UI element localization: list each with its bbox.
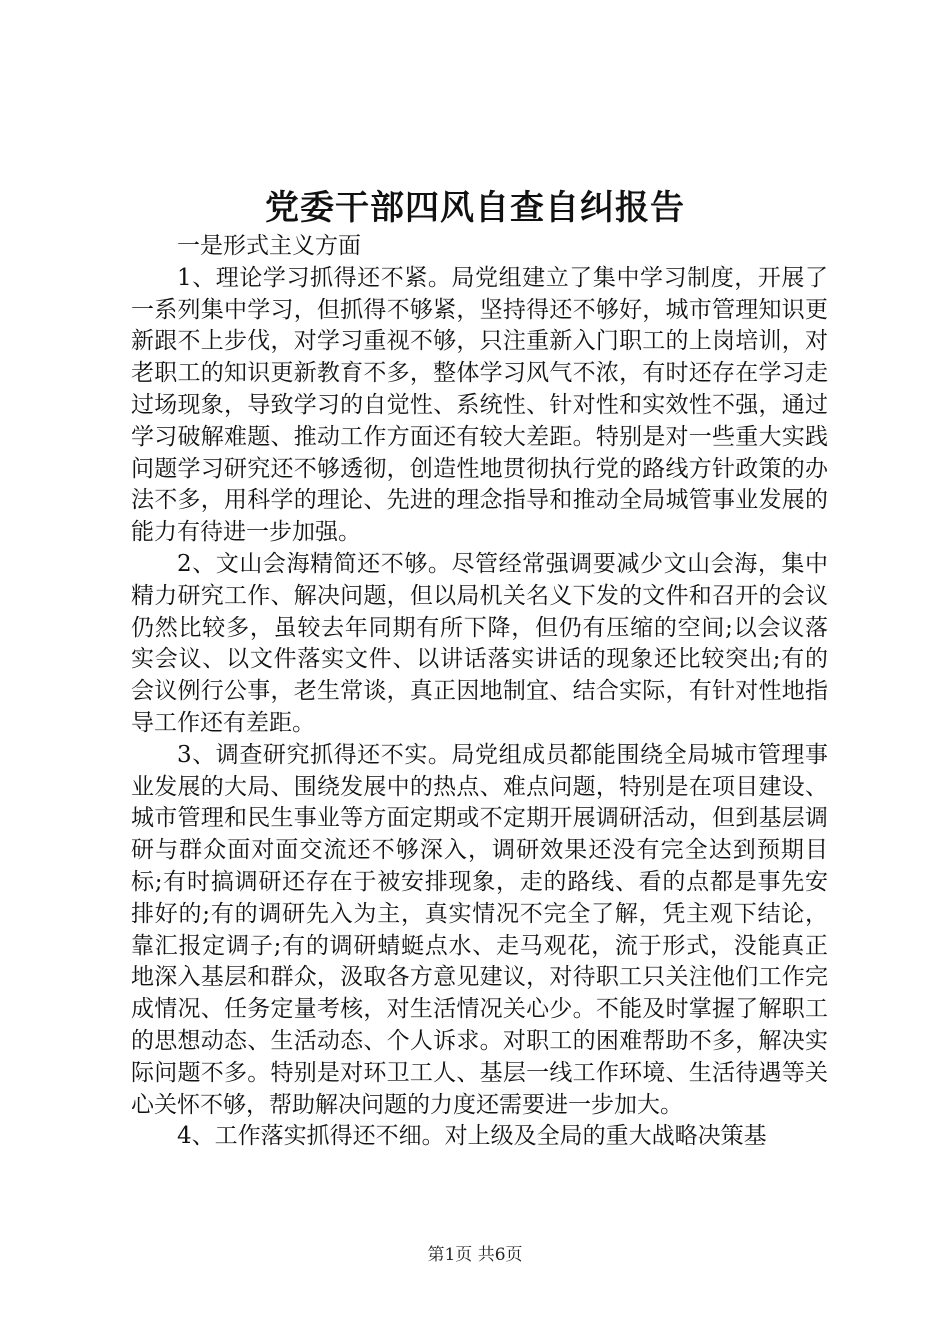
paragraph-work-implementation: 4、工作落实抓得还不细。对上级及全局的重大战略决策基 — [177, 1123, 767, 1150]
paragraph-theory-study: 1、理论学习抓得还不紧。局党组建立了集中学习制度，开展了一系列集中学习，但抓得不够紧，坚持得还不够好，城市管理知识更新跟不上步伐，对学习重视不够，只注重新入门职工的上岗培训，对老职工的知识更新教育不多，整体学习风气不浓，有时还存在学习走过场现象，导致学习的自觉性、系统性、针对性和实效性不强，通过学习破解难题、推动工作方面还有较大差距。特别是对一些重大实践问题学习研究还不够透彻，创造性地贯彻执行党的路线方针政策的办法不多，用科学的理论、先进的理念指导和推动全局城管事业发展的能力有待进一步加强。 — [131, 264, 828, 546]
paragraph-investigation-research: 3、调查研究抓得还不实。局党组成员都能围绕全局城市管理事业发展的大局、围绕发展中的热点、难点问题，特别是在项目建设、城市管理和民生事业等方面定期或不定期开展调研活动，但到基层调研与群众面对面交流还不够深入，调研效果还没有完全达到预期目标;有时搞调研还存在于被安排现象，走的路线、看的点都是事先安排好的;有的调研先入为主，真实情况不完全了解，凭主观下结论，靠汇报定调子;有的调研蜻蜓点水、走马观花，流于形式，没能真正地深入基层和群众，汲取各方意见建议，对待职工只关注他们工作完成情况、任务定量考核，对生活情况关心少。不能及时掌握了解职工的思想动态、生活动态、个人诉求。对职工的困难帮助不多，解决实际问题不多。特别是对环卫工人、基层一线工作环境、生活待遇等关心关怀不够，帮助解决问题的力度还需要进一步加大。 — [131, 741, 828, 1118]
paragraph-meetings-documents: 2、文山会海精简还不够。尽管经常强调要减少文山会海，集中精力研究工作、解决问题，但以局机关名义下发的文件和召开的会议仍然比较多，虽较去年同期有所下降，但仍有压缩的空间;以会议落实会议、以文件落实文件、以讲话落实讲话的现象还比较突出;有的会议例行公事，老生常谈，真正因地制宜、结合实际，有针对性地指导工作还有差距。 — [131, 550, 828, 736]
document-body — [131, 231, 828, 1153]
page-number-footer: 第1页 共6页 — [427, 1245, 523, 1265]
document-title: 党委干部四风自查自纠报告 — [265, 188, 685, 228]
section-heading-formalism: 一是形式主义方面 — [177, 233, 361, 259]
